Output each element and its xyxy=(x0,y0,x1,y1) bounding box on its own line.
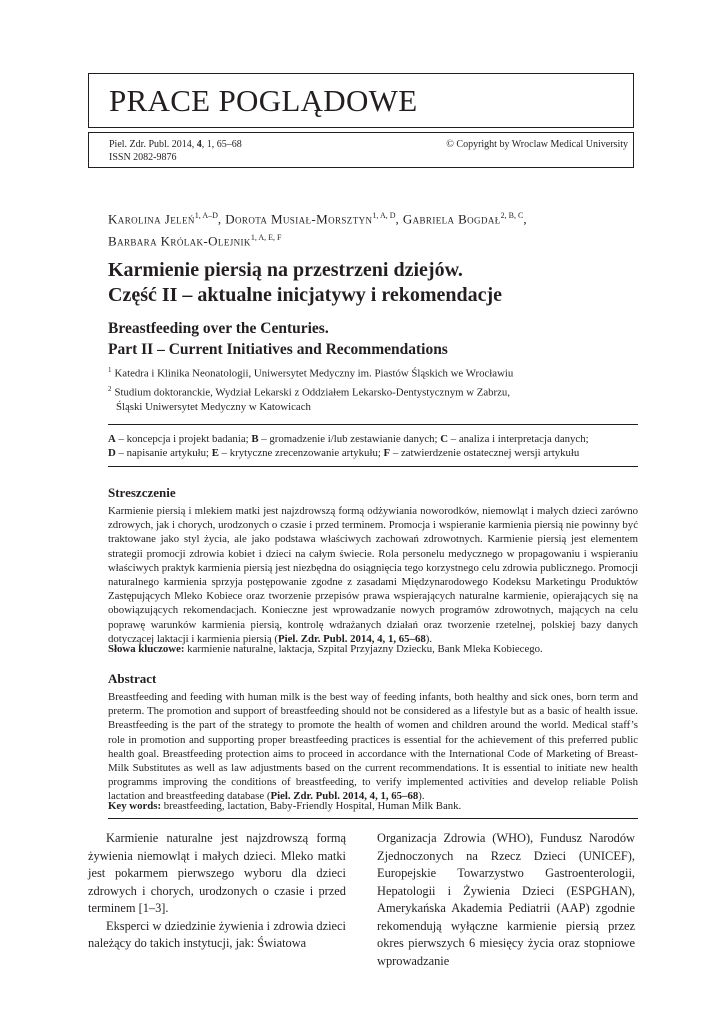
key-words: Key words: breastfeeding, lactation, Baby-Friendly Hospital, Human Milk Bank. xyxy=(108,800,462,812)
affiliation-2: $^2$ Studium doktoranckie, Wydział Lekarski z Oddziałem Lekarsko-Dentystycznym w Zabrzu, xyxy=(108,384,511,399)
divider xyxy=(108,424,638,425)
author-line-2 xyxy=(108,228,648,250)
author-contributions: A – koncepcja i projekt badania; B – gromadzenie i/lub zestawianie danych; C – analiza i interpretacja danych; D – napisanie artykułu; E – krytyczne zrecenzowanie artykułu; F – zatwierdzenie ostatecznej wersji artykułu xyxy=(108,433,589,459)
section-header-box xyxy=(88,73,634,128)
section-title: PRACE POGLĄDOWE xyxy=(109,83,418,118)
body-column-right xyxy=(377,830,635,970)
author-affiliation: 1, A, D xyxy=(372,211,396,220)
author-name: Dorota Musiał-Morsztyn xyxy=(225,211,373,227)
author-affiliation: 2, B, C xyxy=(500,211,524,220)
author-name: Karolina Jeleń xyxy=(108,211,195,227)
author-affiliation: 1, A–D xyxy=(194,211,218,220)
slowa-kluczowe: Słowa kluczowe: karmienie naturalne, laktacja, Szpital Przyjazny Dziecku, Bank Mleka Kobiecego. xyxy=(108,643,543,655)
streszczenie-body: Karmienie piersią i mlekiem matki jest najzdrowszą formą odżywiania noworodków, niemowląt i małych dzieci zarówno zdrowych, jak i chorych, urodzonych o czasie i przed terminem. Promocja i wspieranie karmienia piersią nie powinny być traktowane jako styl życia, ale jako podstawa właściwych zachowań zdrowotnych. Karmienie piersią jest elementem strategii promocji zdrowia kobiet i dzieci na całym świecie. Rola personelu medycznego w propagowaniu i wspieraniu właściwych praktyk karmienia piersią jest niezbędna do osiągnięcia tego korzystnego celu zdrowia publicznego. Promocji naturalnego karmienia sprzyja postępowanie zgodne z zasadami Międzynarodowego Kodeksu Marketingu Produktów Zastępujących Mleko Kobiece oraz tworzenie przepisów prawa wspierających naturalne karmienie, opierających się na obowiązujących rekomendacjach. Konieczne jest wprowadzanie nowych programów zdrowotnych, mających na celu poprawę warunków karmienia piersią, kontrolę wdrażanych działań oraz tworzenie rzetelnej, polskiej bazy danych dotyczącej laktacji i karmienia piersią (Piel. Zdr. Publ. 2014, 4, 1, 65–68). xyxy=(108,505,638,645)
author-name: Barbara Królak-Olejnik xyxy=(108,233,251,249)
author-list xyxy=(108,206,648,251)
citation-volume: 4 xyxy=(196,139,202,150)
journal-citation: Piel. Zdr. Publ. 2014, 4, 1, 65–68 xyxy=(109,139,242,150)
abstract-body: Breastfeeding and feeding with human milk is the best way of feeding infants, both healthy and sick ones, born term and preterm. The promotion and support of breastfeeding should not be considered as a lifestyle but as a basic of health issue. Breastfeeding is the part of the strategy to promote the health of women and children around the world. Medical staff’s role in promotion and supporting proper breastfeeding practices is essential for the achievement of this preferred public health goal. Breastfeeding protection aims to proceed in accordance with the International Code of Marketing of Breast-Milk Substitutes as well as law adjustments based on the current recommendations. It is essential to initiate new health programms improving the conditions of breastfeeding, to verify implemented activities and develop reliable Polish lactation and breastfeeding database (Piel. Zdr. Publ. 2014, 4, 1, 65–68). xyxy=(108,691,638,803)
body-column-left xyxy=(88,830,346,953)
streszczenie-heading: Streszczenie xyxy=(108,485,176,500)
divider xyxy=(108,466,638,467)
author-affiliation: 1, A, E, F xyxy=(250,233,282,243)
affiliations xyxy=(108,363,648,415)
abstract-heading: Abstract xyxy=(108,671,157,686)
streszczenie-citation: Piel. Zdr. Publ. 2014, 4, 1, 65–68 xyxy=(277,632,426,645)
article-title-polish: Karmienie piersią na przestrzeni dziejów. Część II – aktualne inicjatywy i rekomendacje xyxy=(108,259,503,306)
divider xyxy=(108,818,638,819)
body-paragraph: Organizacja Zdrowia (WHO), Fundusz Narodów Zjednoczonych na Rzecz Dzieci (UNICEF), Europejskie Towarzystwo Gastroenterologii, Hepatologii i Żywienia Dzieci (ESPGHAN), Amerykańska Akademia Pediatrii (AAP) zgodnie rekomendują wyłączne karmienie piersią przez okres pierwszych 6 miesięcy życia oraz stopniowe wprowadzanie xyxy=(377,831,635,968)
body-paragraph: Eksperci w dziedzinie żywienia i zdrowia dzieci należący do takich instytucji, jak: Światowa xyxy=(88,918,346,950)
abstract-citation: Piel. Zdr. Publ. 2014, 4, 1, 65–68 xyxy=(270,790,419,803)
affiliation-1: $^1$ Katedra i Klinika Neonatologii, Uniwersytet Medyczny im. Piastów Śląskich we Wrocławiu xyxy=(108,366,514,380)
affiliation-2-cont: Śląski Uniwersytet Medyczny w Katowicach xyxy=(116,401,311,414)
body-paragraph: Karmienie naturalne jest najzdrowszą formą żywienia niemowląt i małych dzieci. Mleko matki jest pokarmem pierwszego wyboru dla dzieci zdrowych i chorych, urodzonych o czasie i przed terminem [1–3]. xyxy=(88,831,346,915)
issn: ISSN 2082-9876 xyxy=(109,152,177,163)
copyright: © Copyright by Wroclaw Medical University xyxy=(446,139,628,150)
author-line-1: Karolina Jeleń$^{1, A-D}$, Dorota Musiał-Morsztyn$^{1, A, D}$, Gabriela Bogdał$^{2, B, C}$, xyxy=(108,211,527,227)
journal-meta-box xyxy=(88,132,634,168)
citation-block xyxy=(109,138,242,164)
author-name: Gabriela Bogdał xyxy=(402,211,501,227)
article-title-english: Breastfeeding over the Centuries. Part II – Current Initiatives and Recommendations xyxy=(108,320,448,358)
